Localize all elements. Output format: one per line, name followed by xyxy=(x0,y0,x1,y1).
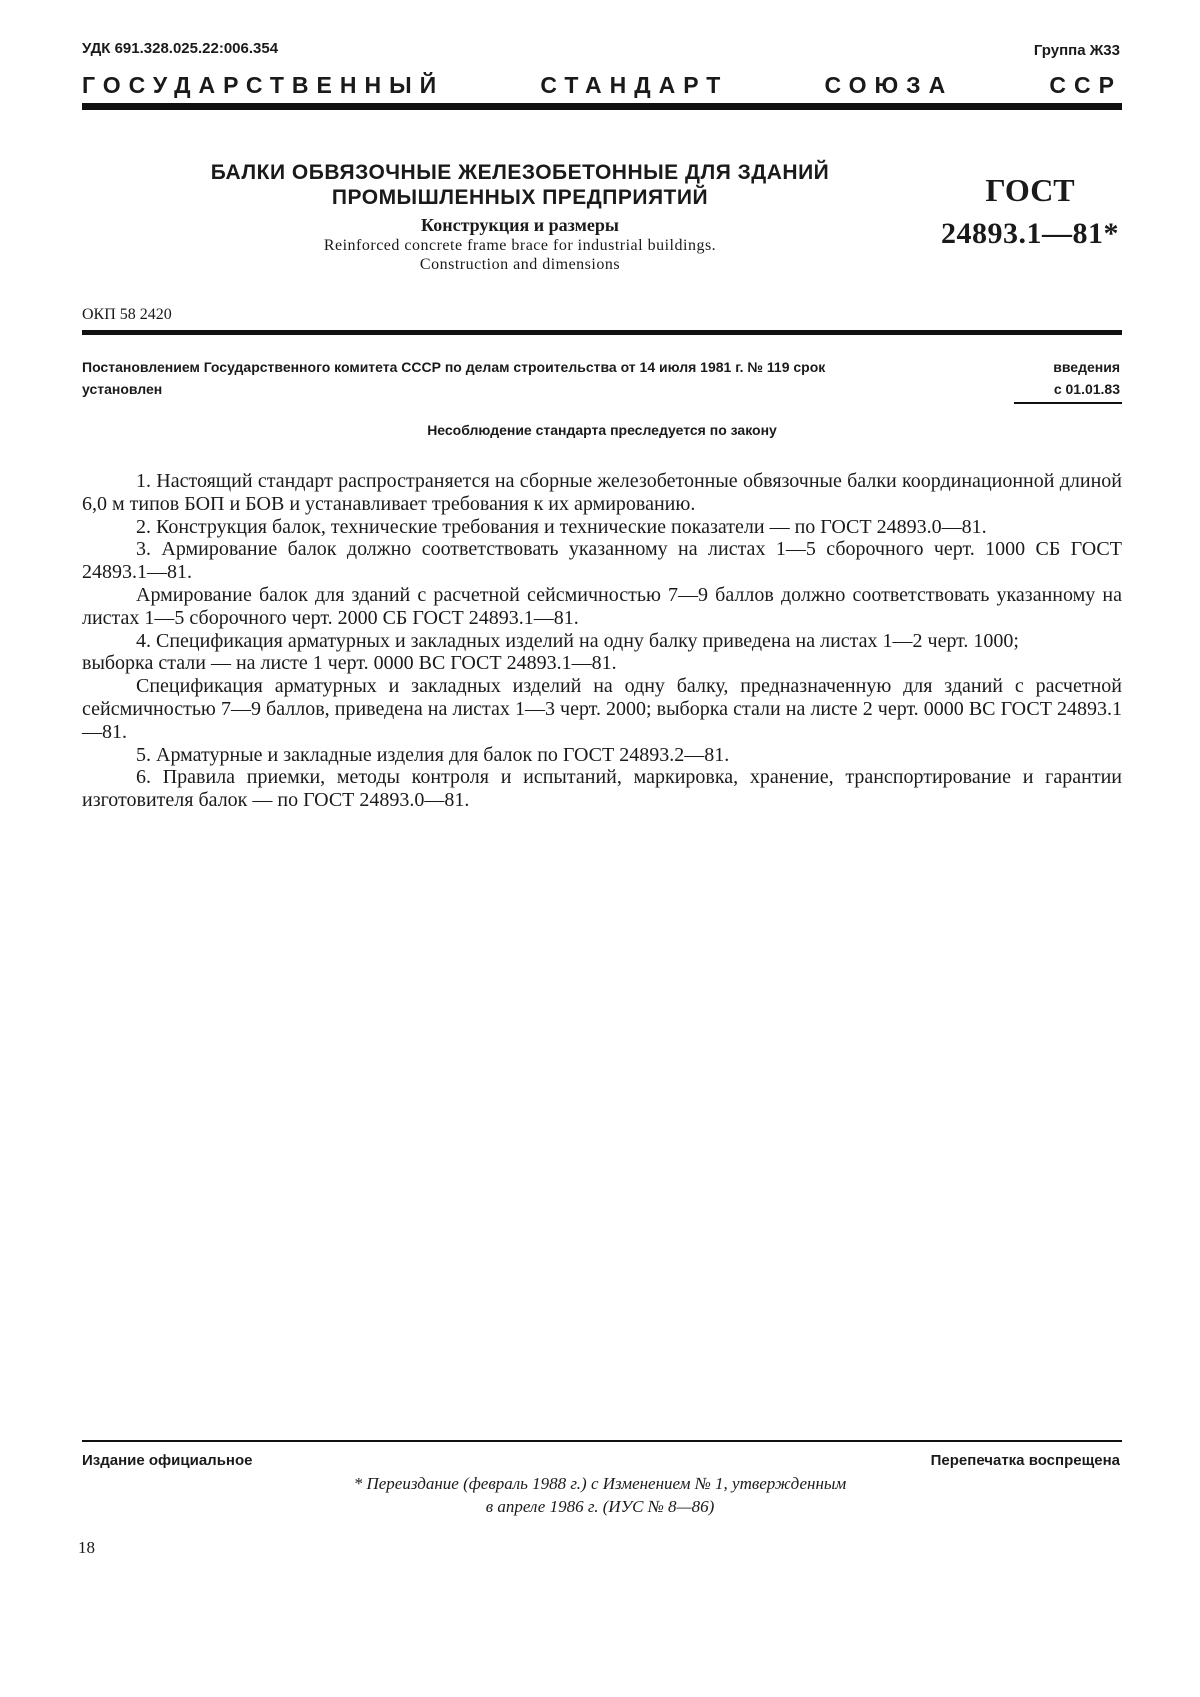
gost-label: ГОСТ xyxy=(985,172,1075,208)
paragraph: 3. Армирование балок должно соответствовать указанному на листах 1—5 сборочного черт. 1000 СБ ГОСТ 24893.1—81. xyxy=(82,538,1122,584)
header-divider xyxy=(82,103,1122,110)
gost-number: 24893.1—81* xyxy=(941,217,1119,250)
title-divider xyxy=(82,330,1122,335)
okp-code: ОКП 58 2420 xyxy=(82,306,172,323)
legal-notice: Несоблюдение стандарта преследуется по закону xyxy=(427,422,777,438)
paragraph: выборка стали — на листе 1 черт. 0000 ВС ГОСТ 24893.1—81. xyxy=(82,652,617,675)
banner-word: ГОСУДАРСТВЕННЫЙ xyxy=(82,72,445,98)
english-title-line: Construction and dimensions xyxy=(419,256,621,273)
paragraph: 4. Спецификация арматурных и закладных изделий на одну балку приведена на листах 1—2 черт. 1000; xyxy=(136,629,1019,652)
banner-word: СОЮЗА xyxy=(824,72,954,98)
paragraph: Армирование балок для зданий с расчетной сейсмичностью 7—9 баллов должно соответствовать указанному на листах 1—5 сборочного черт. 2000 СБ ГОСТ 24893.1—81. xyxy=(82,583,1122,629)
udk-code: УДК 691.328.025.22:006.354 xyxy=(82,40,279,57)
paragraph: 5. Арматурные и закладные изделия для балок по ГОСТ 24893.2—81. xyxy=(136,743,730,766)
paragraph: 2. Конструкция балок, технические требования и технические показатели — по ГОСТ 24893.0—81. xyxy=(136,515,987,538)
english-title-line: Reinforced concrete frame brace for industrial buildings. xyxy=(323,237,717,254)
edition-note: Издание официальное xyxy=(82,1452,253,1469)
paragraph: Спецификация арматурных и закладных изделий на одну балку, предназначенную для зданий с расчетной сейсмичностью 7—9 баллов, приведена на листах 1—3 черт. 2000; выборка стали на листе 2 черт. 0000 ВС ГОСТ 24893.1—81. xyxy=(82,675,1122,743)
title-line: ПРОМЫШЛЕННЫХ ПРЕДПРИЯТИЙ xyxy=(331,186,709,209)
paragraph: 1. Настоящий стандарт распространяется на сборные железобетонные обвязочные балки координационной длиной 6,0 м типов БОП и БОВ и устанавливает требования к их армированию. xyxy=(82,470,1122,515)
introduction-underline xyxy=(1014,402,1122,404)
reissue-note: * Переиздание (февраль 1988 г.) с Изменением № 1, утвержденным xyxy=(353,1474,847,1493)
document-body xyxy=(82,470,1122,812)
paragraph: 6. Правила приемки, методы контроля и испытаний, маркировка, хранение, транспортирование и гарантии изготовителя балок — по ГОСТ 24893.0—81. xyxy=(82,766,1122,812)
reprint-note: Перепечатка воспрещена xyxy=(930,1452,1120,1469)
document-subtitle: Конструкция и размеры xyxy=(421,215,619,235)
banner-word: ССР xyxy=(1049,72,1122,98)
title-line: БАЛКИ ОБВЯЗОЧНЫЕ ЖЕЛЕЗОБЕТОННЫЕ ДЛЯ ЗДАНИЙ xyxy=(210,161,830,184)
introduction-label: введения xyxy=(1053,359,1120,375)
decree-text: Постановлением Государственного комитета СССР по делам строительства от 14 июля 1981 г. № 119 срок xyxy=(82,359,826,375)
decree-text: установлен xyxy=(82,381,163,397)
reissue-note: в апреле 1986 г. (ИУС № 8—86) xyxy=(485,1497,715,1516)
standard-banner xyxy=(82,72,1122,99)
page-number: 18 xyxy=(78,1538,95,1557)
group-code: Группа Ж33 xyxy=(1033,42,1120,59)
document-title xyxy=(100,160,940,210)
banner-word: СТАНДАРТ xyxy=(540,72,729,98)
introduction-date: с 01.01.83 xyxy=(1053,381,1120,397)
footer-divider xyxy=(82,1440,1122,1442)
